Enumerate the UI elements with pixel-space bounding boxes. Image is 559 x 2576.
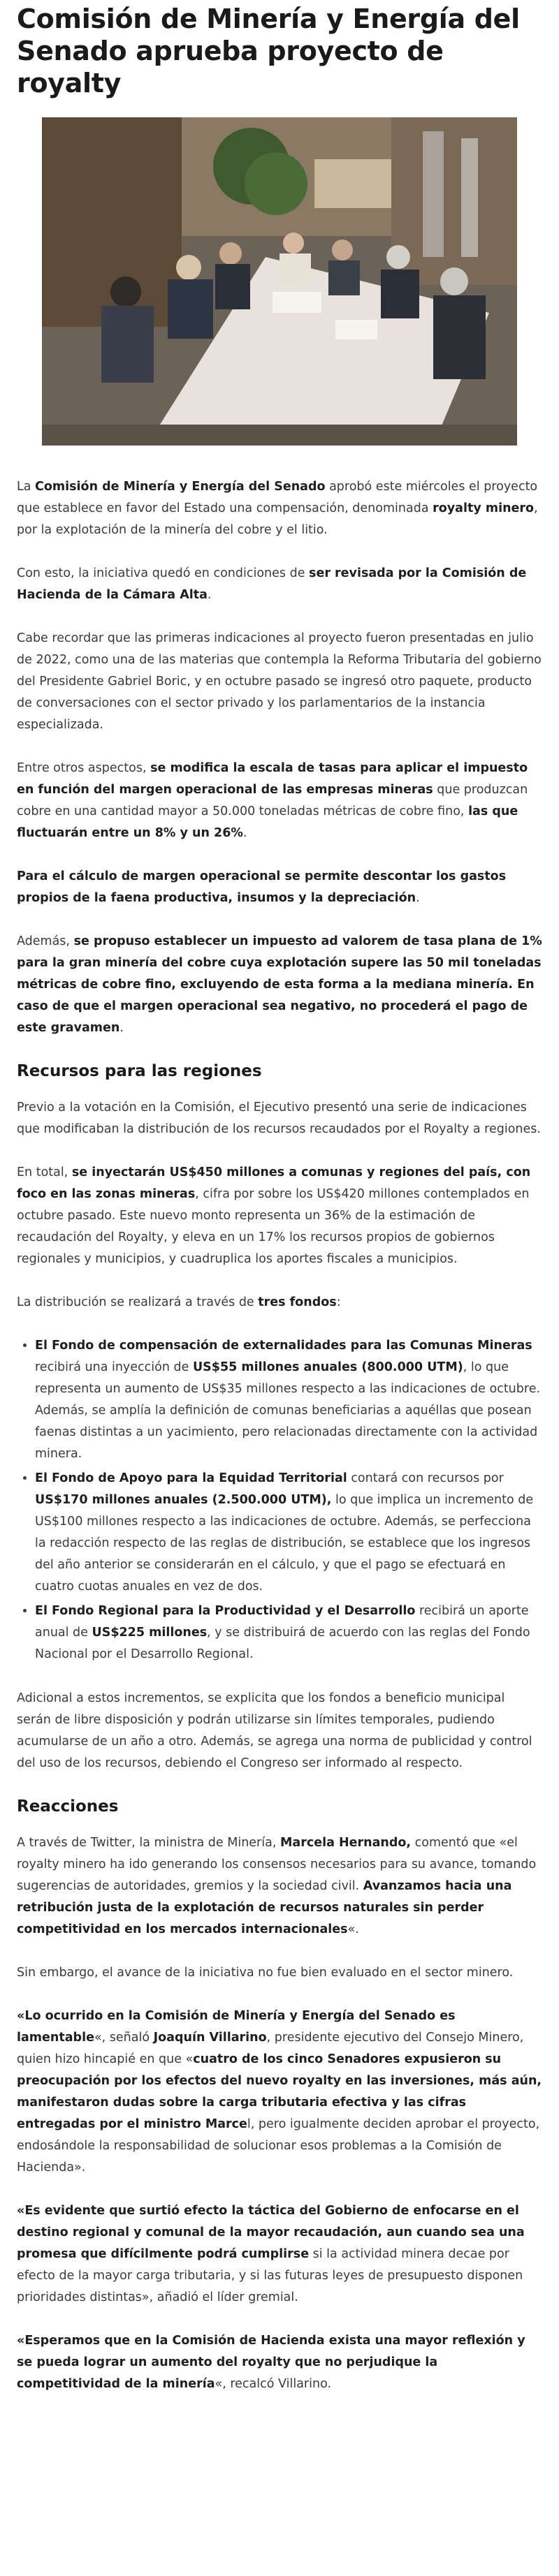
list-item: • El Fondo de Apoyo para la Equidad Territorial contará con recursos por US$170 millones anuales (2.500.000 UTM), lo que implica un incremento de US$100 millones respecto a las indicaciones de octubre. Además, se perfecciona la redacción respecto de las reglas de distribución, se establece que los ingresos del año anterior se considerarán en el cálculo, y que el pago se efectuará en cuatro cuotas anuales en vez de dos. [35,1468,542,1598]
section-title-recursos: Recursos para las regiones [17,1062,262,1080]
list-item: • El Fondo de compensación de externalidades para las Comunas Mineras recibirá una inyección de US$55 millones anuales (800.000 UTM), lo que representa un aumento de US$35 millones respecto a las indicaciones de octubre. Además, se amplía la definición de comunas beneficiarias a aquéllas que posean faenas distintas a un yacimiento, pero relacionadas directamente con la actividad minera. [35,1335,542,1465]
paragraph-background: Cabe recordar que las primeras indicaciones al proyecto fueron presentadas en julio de 2022, como una de las materias que contempla la Reforma Tributaria del gobierno del Presidente Gabriel Boric, y en octubre pasado se ingresó otro paquete, producto de conversaciones con el sector privado y los parlamentarios de la instancia especializada. [17,631,542,732]
paragraph-hacienda-expectation: «Esperamos que en la Comisión de Hacienda exista una mayor reflexión y se pueda lograr un aumento del royalty que no perjudique la competitividad de la minería«, recalcó Villarino. [17,2334,525,2391]
paragraph-recursos-total: En total, se inyectarán US$450 millones a comunas y regiones del país, con foco en las zonas mineras, cifra por sobre los US$420 millones contemplados en octubre pasado. Este nuevo monto representa un 36% de la estimación de recaudación del Royalty, y eleva en un 17% los recursos propios de gobiernos regionales y municipios, y cuadruplica los aportes fiscales a municipios. [17,1165,531,1266]
list-item: • El Fondo Regional para la Productividad y el Desarrollo recibirá un aporte anual de US$225 millones, y se distribuirá de acuerdo con las reglas del Fondo Nacional por el Desarrollo Regional. [35,1600,542,1665]
paragraph-minister: A través de Twitter, la ministra de Minería, Marcela Hernando, comentó que «el royalty minero ha ido generando los consensos necesarios para su avance, tomando sugerencias de autoridades, gremios y la sociedad civil. Avanzamos hacia una retribución justa de la explotación de recursos naturales sin perder competitividad en los mercados internacionales«. [17,1836,537,1936]
paragraph-government-tactic: «Es evidente que surtió efecto la táctica del Gobierno de enfocarse en el destino regional y comunal de la mayor recaudación, aun cuando sea una promesa que difícilmente podrá cumplirse si la actividad minera decae por efecto de la mayor carga tributaria, y si las futuras leyes de presupuesto disponen prioridades distintas», añadió el líder gremial. [17,2204,525,2304]
funds-list [17,1335,542,1665]
paragraph-recursos-intro: Previo a la votación en la Comisión, el Ejecutivo presentó una serie de indicaciones que modificaban la distribución de los recursos recaudados por el Royalty a regiones. [17,1101,541,1136]
paragraph-intro: La Comisión de Minería y Energía del Senado aprobó este miércoles el proyecto que establece en favor del Estado una compensación, denominada royalty minero, por la explotación de la minería del cobre y el litio. [17,480,538,537]
paragraph-margin: Para el cálculo de margen operacional se permite descontar los gastos propios de la faena productiva, insumos y la depreciación. [17,869,507,905]
paragraph-sector: Sin embargo, el avance de la iniciativa no fue bien evaluado en el sector minero. [17,1966,514,1980]
paragraph-distribution: La distribución se realizará a través de tres fondos: [17,1295,341,1309]
section-title-reacciones: Reacciones [17,1797,119,1816]
paragraph-tax-scale: Entre otros aspectos, se modifica la escala de tasas para aplicar el impuesto en función del margen operacional de las empresas mineras que produzcan cobre en una cantidad mayor a 50.000 toneladas métricas de cobre fino, las que fluctuarán entre un 8% y un 26%. [17,761,528,840]
paragraph-hacienda: Con esto, la iniciativa quedó en condiciones de ser revisada por la Comisión de Hacienda de la Cámara Alta. [17,566,527,602]
article [0,3,559,2445]
paragraph-additional: Adicional a estos incrementos, se explicita que los fondos a beneficio municipal serán de libre disposición y podrán utilizarse sin límites temporales, pudiendo acumularse de un año a otro. Además, se agrega una norma de publicidad y control del uso de los recursos, debiendo el Congreso ser informado al respecto. [17,1691,532,1770]
meeting-photo [42,117,517,446]
headline: Comisión de Minería y Energía del Senado aprueba proyecto de royalty [17,3,520,98]
paragraph-villarino: «Lo ocurrido en la Comisión de Minería y Energía del Senado es lamentable«, señaló Joaquín Villarino, presidente ejecutivo del Consejo Minero, quien hizo hincapié en que «cuatro de los cinco Senadores expusieron su preocupación por los efectos del nuevo royalty en las inversiones, más aún, manifestaron dudas sobre la carga tributaria efectiva y las cifras entregadas por el ministro Marcel, pero igualmente deciden aprobar el proyecto, endosándole la responsabilidad de solucionar esos problemas a la Comisión de Hacienda». [17,2009,542,2174]
paragraph-ad-valorem: Además, se propuso establecer un impuesto ad valorem de tasa plana de 1% para la gran minería del cobre cuya explotación supere las 50 mil toneladas métricas de cobre fino, excluyendo de esta forma a la mediana minería. En caso de que el margen operacional sea negativo, no procederá el pago de este gravamen. [17,934,542,1035]
